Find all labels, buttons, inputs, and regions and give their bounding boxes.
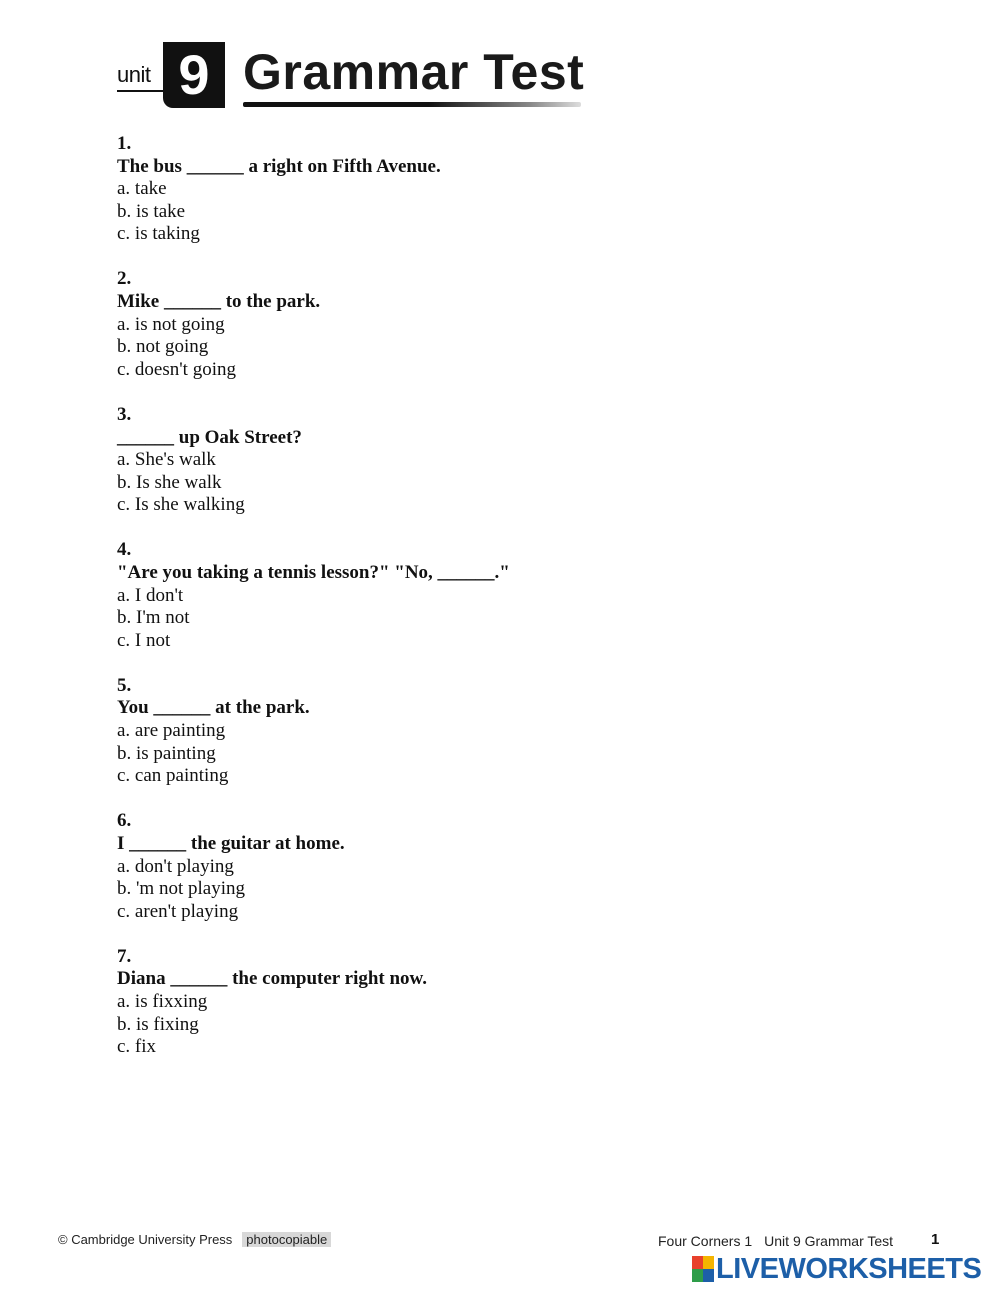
answer-option[interactable]: c. can painting bbox=[117, 765, 229, 787]
answer-option[interactable]: b. is fixing bbox=[117, 1013, 199, 1035]
unit-title: Unit 9 Grammar Test bbox=[764, 1233, 894, 1249]
question-item bbox=[117, 133, 817, 246]
copyright-text: © Cambridge University Press bbox=[58, 1232, 233, 1247]
answer-option[interactable]: a. take bbox=[117, 178, 167, 200]
answer-option[interactable]: a. are painting bbox=[117, 720, 226, 742]
question-number: 5. bbox=[117, 674, 132, 696]
answer-option[interactable]: b. is take bbox=[117, 200, 186, 222]
answer-option[interactable]: a. is fixxing bbox=[117, 991, 208, 1012]
question-stem: ______ up Oak Street? bbox=[117, 426, 302, 448]
unit-number-badge: 9 bbox=[163, 42, 225, 108]
answer-option[interactable]: a. don't playing bbox=[117, 855, 234, 877]
answer-option[interactable]: c. aren't playing bbox=[117, 900, 239, 922]
answer-option[interactable]: b. 'm not playing bbox=[117, 878, 245, 900]
question-item bbox=[117, 675, 817, 788]
question-item bbox=[117, 268, 817, 381]
footer-copyright bbox=[58, 1232, 331, 1247]
question-stem: Mike ______ to the park. bbox=[117, 291, 321, 313]
liveworksheets-brand[interactable] bbox=[692, 1254, 981, 1284]
question-stem: Diana ______ the computer right now. bbox=[117, 968, 427, 990]
question-number: 3. bbox=[117, 403, 132, 425]
footer-course-info bbox=[658, 1233, 893, 1249]
question-number: 2. bbox=[117, 268, 132, 290]
unit-label: unit bbox=[117, 62, 151, 87]
question-stem: You ______ at the park. bbox=[117, 697, 310, 719]
question-number: 1. bbox=[117, 133, 132, 154]
course-name: Four Corners 1 bbox=[658, 1233, 753, 1249]
question-stem: The bus ______ a right on Fifth Avenue. bbox=[117, 155, 441, 177]
answer-option[interactable]: c. Is she walking bbox=[117, 494, 245, 516]
page-title: Grammar Test bbox=[243, 44, 585, 100]
page-number: 1 bbox=[931, 1231, 940, 1248]
question-stem: "Are you taking a tennis lesson?" "No, ______." bbox=[117, 562, 510, 583]
unit-underline bbox=[117, 90, 165, 92]
answer-option[interactable]: b. is painting bbox=[117, 742, 216, 764]
question-number: 6. bbox=[117, 810, 132, 832]
question-number: 7. bbox=[117, 945, 132, 967]
question-item bbox=[117, 404, 817, 517]
question-number: 4. bbox=[117, 539, 132, 561]
photocopiable-badge: photocopiable bbox=[242, 1232, 331, 1247]
title-underline bbox=[243, 102, 581, 107]
answer-option[interactable]: a. is not going bbox=[117, 313, 225, 335]
liveworksheets-wordmark: LIVEWORKSHEETS bbox=[716, 1253, 982, 1285]
answer-option[interactable]: a. She's walk bbox=[117, 449, 216, 471]
worksheet-header bbox=[117, 40, 587, 112]
question-item bbox=[117, 810, 817, 923]
question-stem: I ______ the guitar at home. bbox=[117, 832, 345, 854]
answer-option[interactable]: c. is taking bbox=[117, 223, 200, 245]
answer-option[interactable]: c. fix bbox=[117, 1036, 157, 1058]
logo-tile-2 bbox=[703, 1256, 714, 1269]
logo-tile-4 bbox=[703, 1269, 714, 1282]
answer-option[interactable]: c. doesn't going bbox=[117, 358, 236, 380]
logo-tile-1 bbox=[692, 1256, 703, 1269]
answer-option[interactable]: b. I'm not bbox=[117, 607, 190, 629]
question-item bbox=[117, 946, 817, 1059]
question-item bbox=[117, 539, 817, 652]
answer-option[interactable]: c. I not bbox=[117, 629, 171, 651]
liveworksheets-logo-icon bbox=[692, 1256, 714, 1282]
logo-tile-3 bbox=[692, 1269, 703, 1282]
answer-option[interactable]: b. not going bbox=[117, 336, 209, 358]
question-list bbox=[117, 133, 817, 1081]
answer-option[interactable]: b. Is she walk bbox=[117, 471, 222, 493]
answer-option[interactable]: a. I don't bbox=[117, 584, 184, 606]
